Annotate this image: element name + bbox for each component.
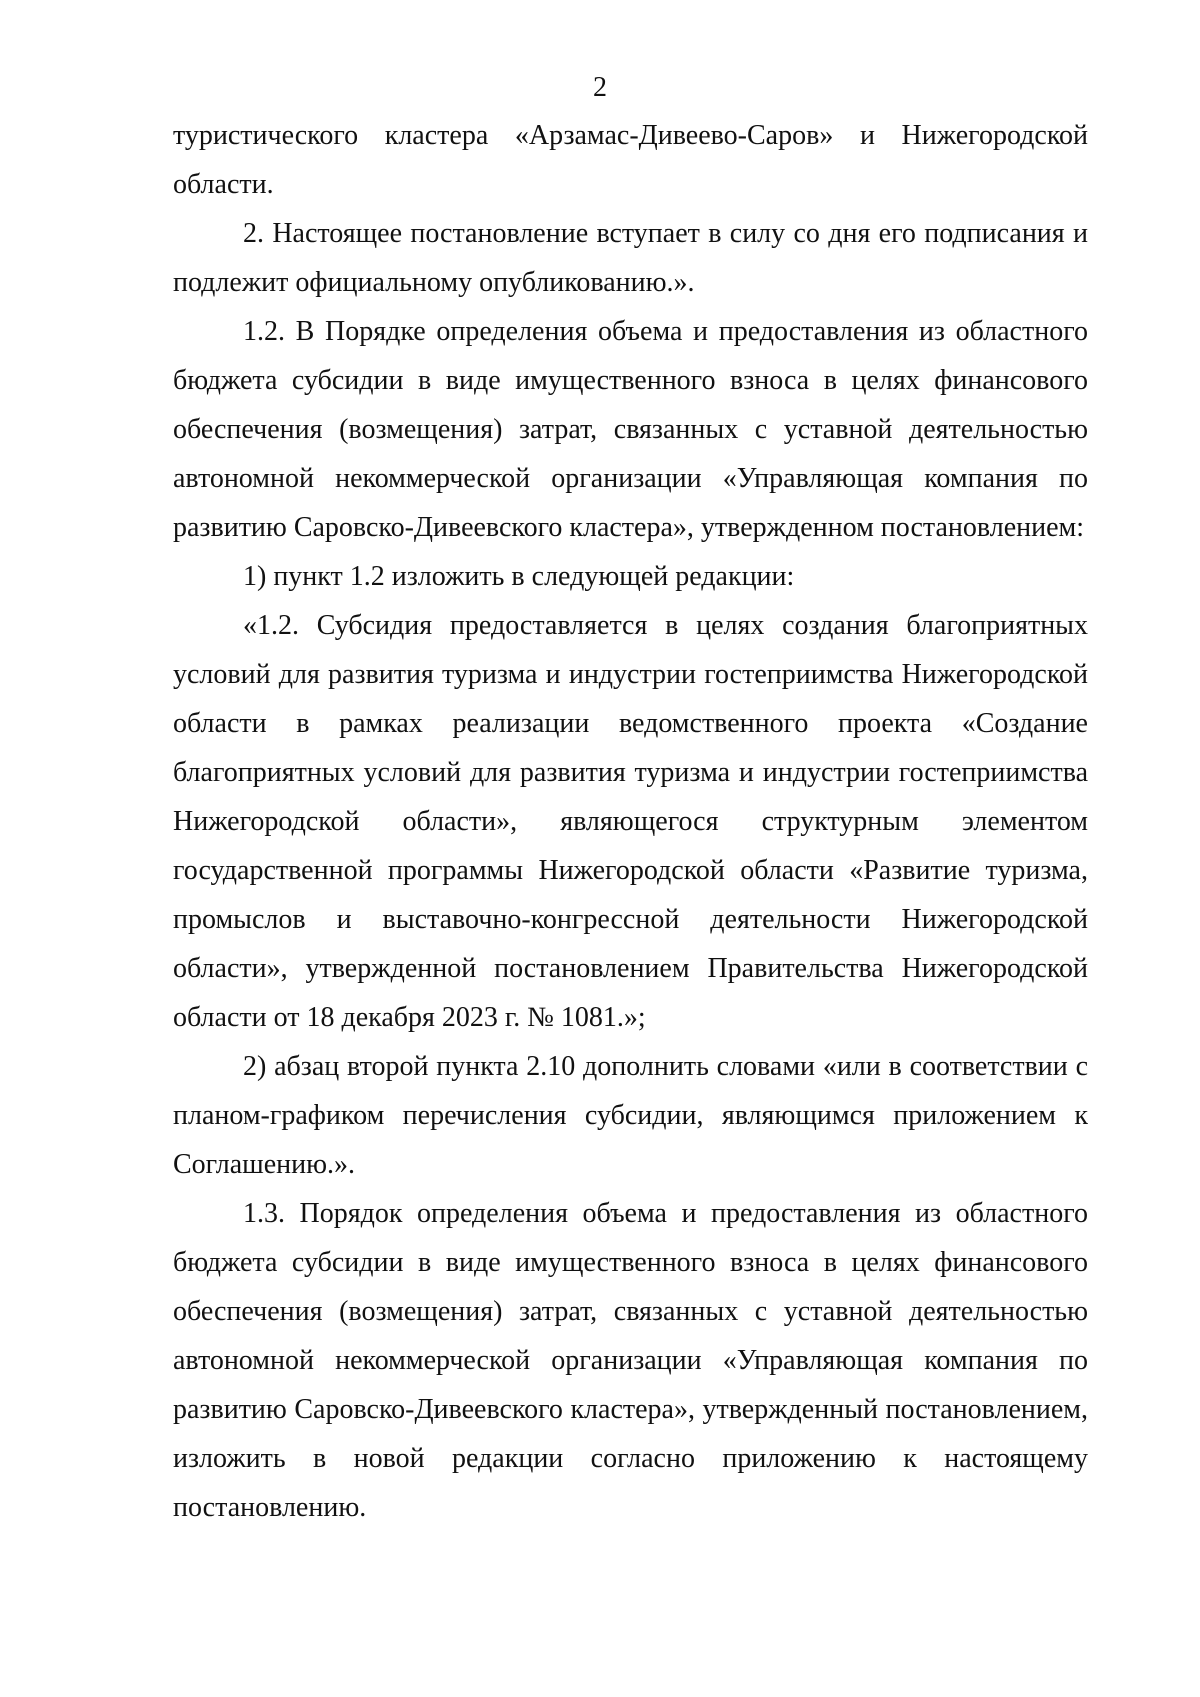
paragraph-quoted-1-2: «1.2. Субсидия предоставляется в целях создания благоприятных условий для развития туризма и индустрии гостеприимства Нижегородской области в рамках реализации ведомственного проекта «Создание благоприятных условий для развития туризма и индустрии гостеприимства Нижегородской области», являющегося структурным элементом государственной программы Нижегородской области «Развитие туризма, промыслов и выставочно-конгрессной деятельности Нижегородской области», утвержденной постановлением Правительства Нижегородской области от 18 декабря 2023 г. № 1081.»; bbox=[173, 610, 1088, 1033]
paragraph-item-1-3: 1.3. Порядок определения объема и предоставления из областного бюджета субсидии в виде имущественного взноса в целях финансового обеспечения (возмещения) затрат, связанных с уставной деятельностью автономной некоммерческой организации «Управляющая компания по развитию Саровско-Дивеевского кластера», утвержденный постановлением, изложить в новой редакции согласно приложению к настоящему постановлению. bbox=[173, 1198, 1088, 1523]
paragraph-item-2: 2. Настоящее постановление вступает в силу со дня его подписания и подлежит официальному опубликованию.». bbox=[173, 218, 1088, 298]
paragraph-continuation: туристического кластера «Арзамас-Дивеево-Саров» и Нижегородской области. bbox=[173, 120, 1088, 200]
page-number: 2 bbox=[593, 72, 607, 103]
paragraph-subitem-2: 2) абзац второй пункта 2.10 дополнить словами «или в соответствии с планом-графиком перечисления субсидии, являющимся приложением к Соглашению.». bbox=[173, 1051, 1088, 1180]
paragraph-item-1-2: 1.2. В Порядке определения объема и предоставления из областного бюджета субсидии в виде имущественного взноса в целях финансового обеспечения (возмещения) затрат, связанных с уставной деятельностью автономной некоммерческой организации «Управляющая компания по развитию Саровско-Дивеевского кластера», утвержденном постановлением: bbox=[173, 316, 1088, 543]
paragraph-subitem-1: 1) пункт 1.2 изложить в следующей редакции: bbox=[243, 561, 795, 592]
document-body bbox=[173, 111, 1088, 1532]
